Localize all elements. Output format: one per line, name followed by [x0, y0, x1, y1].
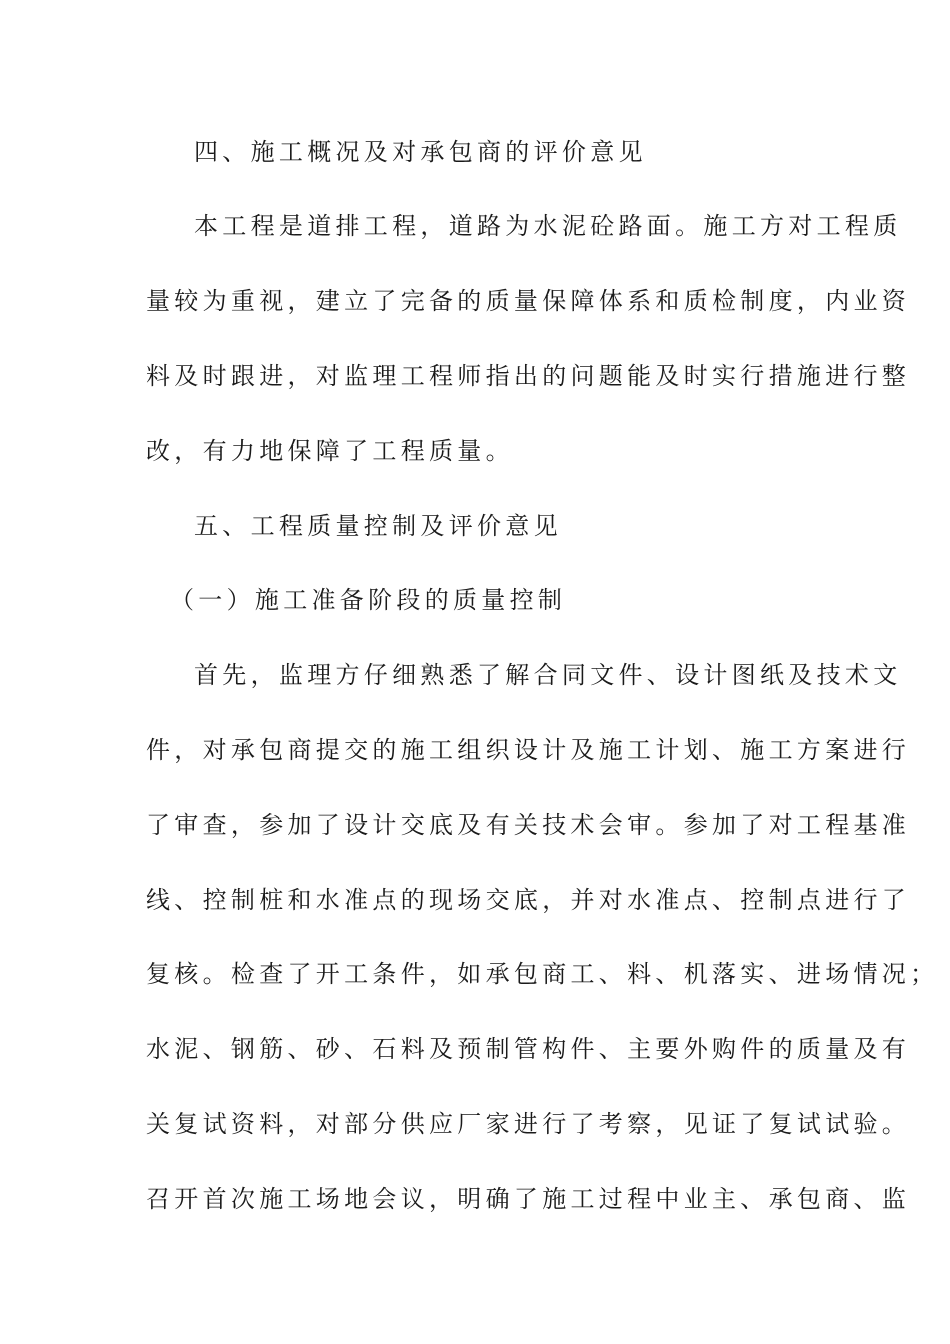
paragraph-line: 复核。检查了开工条件，如承包商工、料、机落实、进场情况； [146, 960, 939, 988]
paragraph-line: 首先，监理方仔细熟悉了解合同文件、设计图纸及技术文 [194, 661, 902, 689]
section-heading-4: 四、施工概况及对承包商的评价意见 [194, 138, 647, 166]
paragraph-line: 关复试资料，对部分供应厂家进行了考察，见证了复试试验。 [146, 1110, 911, 1138]
subsection-heading: （一）施工准备阶段的质量控制 [170, 586, 567, 614]
paragraph-line: 水泥、钢筋、砂、石料及预制管构件、主要外购件的质量及有 [146, 1035, 911, 1063]
paragraph-line: 本工程是道排工程，道路为水泥砼路面。施工方对工程质 [194, 212, 902, 240]
paragraph-line: 量较为重视，建立了完备的质量保障体系和质检制度，内业资 [146, 287, 911, 315]
paragraph-line: 了审查，参加了设计交底及有关技术会审。参加了对工程基准 [146, 811, 911, 839]
paragraph-line: 料及时跟进，对监理工程师指出的问题能及时实行措施进行整 [146, 362, 911, 390]
paragraph-line: 改，有力地保障了工程质量。 [146, 437, 514, 465]
paragraph-line: 召开首次施工场地会议，明确了施工过程中业主、承包商、监 [146, 1185, 911, 1213]
paragraph-line: 件，对承包商提交的施工组织设计及施工计划、施工方案进行 [146, 736, 911, 764]
section-heading-5: 五、工程质量控制及评价意见 [194, 512, 562, 540]
paragraph-line: 线、控制桩和水准点的现场交底，并对水准点、控制点进行了 [146, 886, 911, 914]
